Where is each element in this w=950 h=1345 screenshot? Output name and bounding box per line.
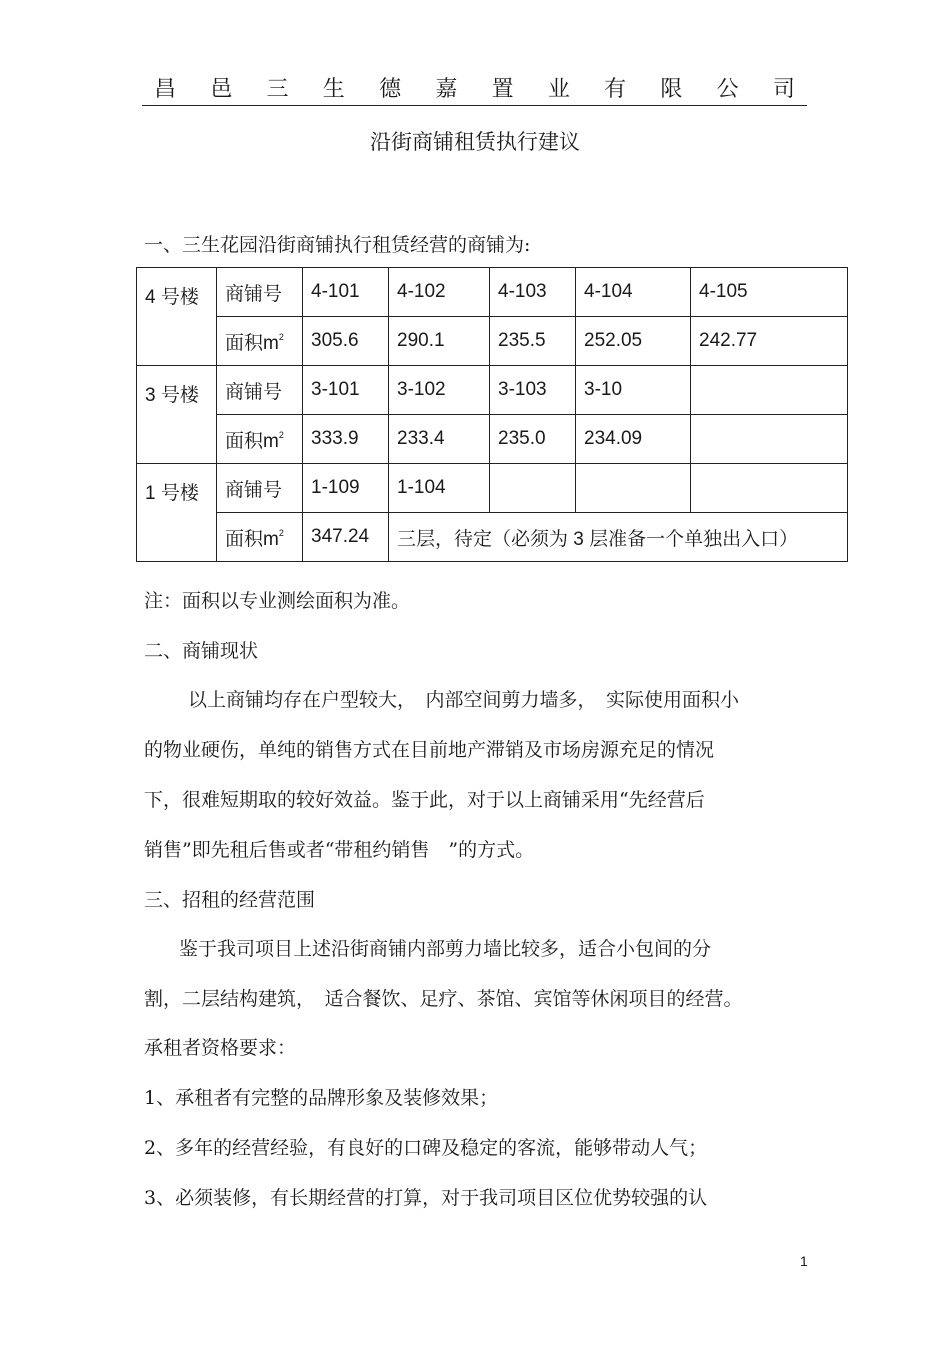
- area-cell: 290.1: [389, 317, 490, 366]
- area-cell: 305.6: [303, 317, 389, 366]
- area-label: 面积m: [225, 332, 279, 354]
- requirements-heading: 承租者资格要求：: [144, 1037, 297, 1059]
- paragraph-line: 鉴于我司项目上述沿街商铺内部剪力墙比较多，适合小包间的分: [179, 938, 712, 960]
- header-char: 生: [322, 77, 345, 102]
- section3-heading: 三、招租的经营范围: [144, 889, 316, 911]
- header-char: 置: [491, 77, 514, 102]
- shop-number-cell: [490, 464, 576, 513]
- paragraph-line: 割，二层结构建筑， 适合餐饮、足疗、茶馆、宾馆等休闲项目的经营。: [144, 988, 743, 1010]
- area-cell: 252.05: [576, 317, 691, 366]
- header-char: 限: [660, 77, 683, 102]
- section1-heading: 一、三生花园沿街商铺执行租赁经营的商铺为:: [144, 234, 531, 256]
- requirement-item: 1、承租者有完整的品牌形象及装修效果；: [144, 1087, 499, 1109]
- header-char: 公: [716, 77, 739, 102]
- area-cell: 233.4: [389, 415, 490, 464]
- table-row: [137, 366, 848, 415]
- header-char: 有: [604, 77, 627, 102]
- area-note-cell: 三层，待定（必须为 3 层准备一个单独出入口）: [389, 513, 848, 562]
- paragraph-line: 的物业硬伤，单纯的销售方式在目前地产滞销及市场房源充足的情况: [144, 739, 715, 761]
- row-label: [217, 415, 303, 464]
- section2-heading: 二、商铺现状: [144, 640, 259, 662]
- shop-number-cell: [576, 464, 691, 513]
- shop-number-cell: 4-104: [576, 268, 691, 317]
- paragraph-line: 下，很难短期取的较好效益。鉴于此，对于以上商铺采用“先经营后: [144, 789, 705, 811]
- row-label: [217, 513, 303, 562]
- area-label: 面积m: [225, 528, 279, 550]
- shop-table: [136, 267, 848, 562]
- area-cell: 235.5: [490, 317, 576, 366]
- row-label: 商铺号: [217, 366, 303, 415]
- header-char: 昌: [154, 77, 177, 102]
- shop-number-cell: [691, 366, 848, 415]
- row-label: [217, 317, 303, 366]
- company-header: [142, 70, 807, 106]
- table-row: [137, 415, 848, 464]
- area-unit-sup: 2: [278, 331, 284, 342]
- shop-number-cell: 4-103: [490, 268, 576, 317]
- area-cell: 347.24: [303, 513, 389, 562]
- building-name: 3 号楼: [137, 366, 217, 464]
- document-title: 沿街商铺租赁执行建议: [370, 130, 580, 154]
- building-name: 1 号楼: [137, 464, 217, 562]
- area-unit-sup: 2: [278, 429, 284, 440]
- page-number: 1: [800, 1253, 808, 1269]
- shop-number-cell: 3-102: [389, 366, 490, 415]
- row-label: 商铺号: [217, 268, 303, 317]
- area-unit-sup: 2: [278, 527, 284, 538]
- header-char: 业: [547, 77, 570, 102]
- table-row: [137, 268, 848, 317]
- table-row: [137, 317, 848, 366]
- table-row: [137, 464, 848, 513]
- shop-number-cell: 4-101: [303, 268, 389, 317]
- paragraph-line: 以上商铺均存在户型较大， 内部空间剪力墙多， 实际使用面积小: [188, 689, 740, 711]
- shop-number-cell: 4-105: [691, 268, 848, 317]
- area-cell: 235.0: [490, 415, 576, 464]
- paragraph-line: 销售”即先租后售或者“带租约销售 ”的方式。: [144, 839, 535, 861]
- area-cell: 242.77: [691, 317, 848, 366]
- area-cell: 333.9: [303, 415, 389, 464]
- shop-number-cell: 1-109: [303, 464, 389, 513]
- header-char: 邑: [210, 77, 233, 102]
- shop-number-cell: [691, 464, 848, 513]
- shop-number-cell: 3-101: [303, 366, 389, 415]
- header-char: 三: [266, 77, 289, 102]
- table-note: 注：面积以专业测绘面积为准。: [144, 590, 411, 612]
- shop-number-cell: 3-103: [490, 366, 576, 415]
- area-cell: [691, 415, 848, 464]
- requirement-item: 3、必须装修，有长期经营的打算，对于我司项目区位优势较强的认: [144, 1187, 708, 1209]
- building-name: 4 号楼: [137, 268, 217, 366]
- area-cell: 234.09: [576, 415, 691, 464]
- header-char: 德: [379, 77, 402, 102]
- shop-number-cell: 4-102: [389, 268, 490, 317]
- header-char: 司: [772, 77, 795, 102]
- requirement-item: 2、多年的经营经验，有良好的口碑及稳定的客流，能够带动人气；: [144, 1137, 708, 1159]
- header-char: 嘉: [435, 77, 458, 102]
- table-row: [137, 513, 848, 562]
- area-label: 面积m: [225, 430, 279, 452]
- shop-number-cell: 3-10: [576, 366, 691, 415]
- shop-number-cell: 1-104: [389, 464, 490, 513]
- row-label: 商铺号: [217, 464, 303, 513]
